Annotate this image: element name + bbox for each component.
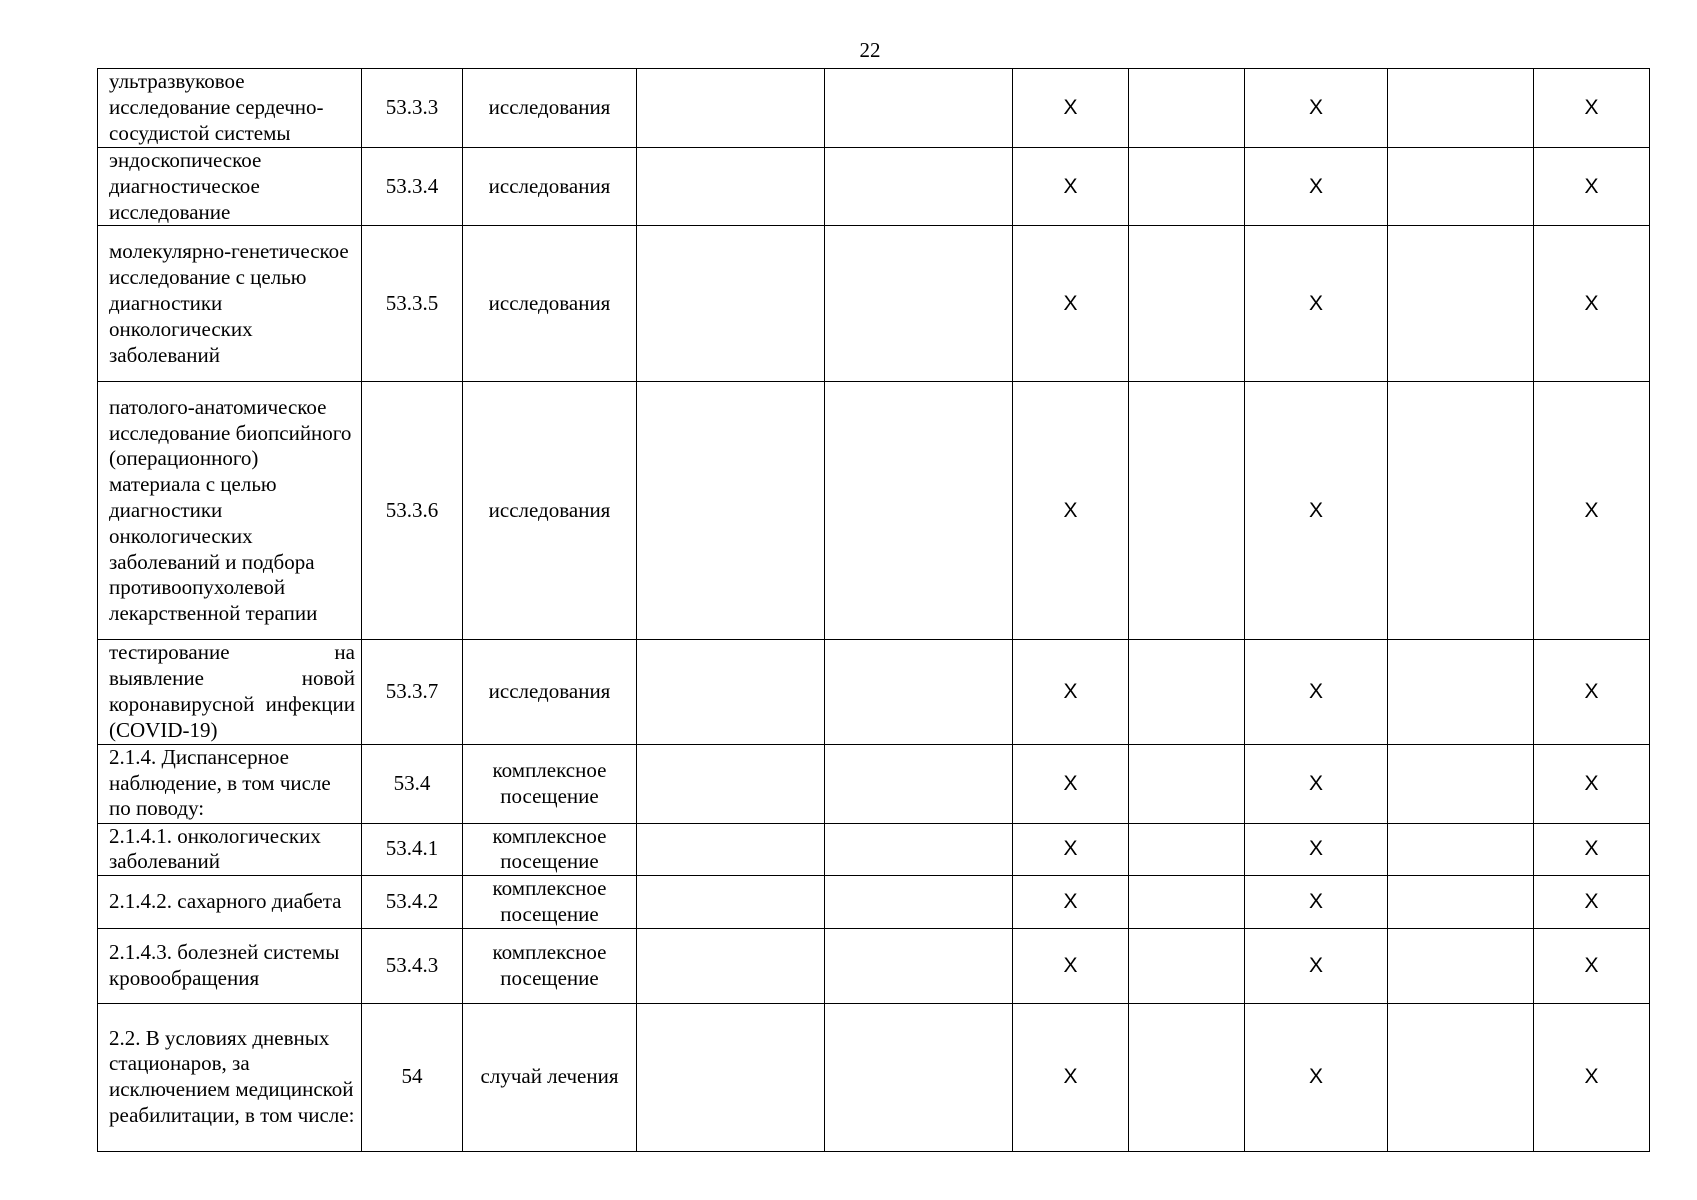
x-mark-cell: X — [1245, 823, 1388, 876]
x-mark-cell: X — [1534, 382, 1650, 640]
table-cell — [1129, 226, 1245, 382]
row-code: 53.3.7 — [362, 640, 463, 744]
x-mark-cell: X — [1013, 1003, 1129, 1151]
row-unit: комплексное посещение — [463, 876, 637, 929]
table-cell — [1388, 1003, 1534, 1151]
x-mark-cell: X — [1534, 928, 1650, 1003]
row-unit: исследования — [463, 69, 637, 148]
table-cell — [1388, 640, 1534, 744]
table-cell — [1129, 876, 1245, 929]
table-cell — [637, 69, 825, 148]
row-code: 53.3.4 — [362, 148, 463, 226]
table-cell — [825, 928, 1013, 1003]
x-mark-cell: X — [1245, 148, 1388, 226]
row-code: 53.4 — [362, 744, 463, 823]
row-name: 2.1.4.3. болезней системы кровообращения — [98, 928, 362, 1003]
x-mark-cell: X — [1534, 744, 1650, 823]
table-cell — [1388, 928, 1534, 1003]
table-row — [98, 640, 1650, 744]
table-cell — [825, 226, 1013, 382]
x-mark-cell: X — [1534, 69, 1650, 148]
table-cell — [1388, 823, 1534, 876]
table-cell — [637, 382, 825, 640]
table-cell — [637, 876, 825, 929]
report-table — [97, 68, 1650, 1152]
table-cell — [825, 382, 1013, 640]
table-cell — [1388, 226, 1534, 382]
table-cell — [825, 640, 1013, 744]
row-unit: исследования — [463, 148, 637, 226]
x-mark-cell: X — [1534, 148, 1650, 226]
x-mark-cell: X — [1013, 640, 1129, 744]
table-row — [98, 226, 1650, 382]
table-cell — [1388, 744, 1534, 823]
row-code: 53.3.6 — [362, 382, 463, 640]
x-mark-cell: X — [1245, 1003, 1388, 1151]
table-cell — [637, 148, 825, 226]
table-cell — [825, 148, 1013, 226]
row-unit: исследования — [463, 640, 637, 744]
table-cell — [637, 1003, 825, 1151]
x-mark-cell: X — [1013, 226, 1129, 382]
x-mark-cell: X — [1013, 382, 1129, 640]
row-name: 2.1.4.1. онкологических заболеваний — [98, 823, 362, 876]
row-name: тестирование на выявление новой коронавирусной инфекции (COVID-19) — [98, 640, 362, 744]
table-cell — [1388, 382, 1534, 640]
row-unit: комплексное посещение — [463, 744, 637, 823]
row-code: 54 — [362, 1003, 463, 1151]
x-mark-cell: X — [1245, 876, 1388, 929]
x-mark-cell: X — [1013, 744, 1129, 823]
table-cell — [1129, 640, 1245, 744]
x-mark-cell: X — [1013, 876, 1129, 929]
table-cell — [637, 226, 825, 382]
row-unit: комплексное посещение — [463, 823, 637, 876]
x-mark-cell: X — [1534, 823, 1650, 876]
row-name: молекулярно-генетическое исследование с целью диагностики онкологических заболеваний — [98, 226, 362, 382]
x-mark-cell: X — [1534, 1003, 1650, 1151]
row-name: ультразвуковое исследование сердечно-сосудистой системы — [98, 69, 362, 148]
x-mark-cell: X — [1013, 148, 1129, 226]
x-mark-cell: X — [1245, 69, 1388, 148]
table-row — [98, 928, 1650, 1003]
table-cell — [1388, 148, 1534, 226]
row-unit: исследования — [463, 226, 637, 382]
table-cell — [825, 1003, 1013, 1151]
table-row — [98, 148, 1650, 226]
row-name: 2.2. В условиях дневных стационаров, за исключением медицинской реабилитации, в том числе: — [98, 1003, 362, 1151]
row-name: 2.1.4.2. сахарного диабета — [98, 876, 362, 929]
table-cell — [1129, 382, 1245, 640]
x-mark-cell: X — [1013, 823, 1129, 876]
table-cell — [637, 823, 825, 876]
row-unit: комплексное посещение — [463, 928, 637, 1003]
x-mark-cell: X — [1013, 928, 1129, 1003]
table-cell — [1129, 1003, 1245, 1151]
row-code: 53.3.3 — [362, 69, 463, 148]
table-cell — [825, 69, 1013, 148]
table-row — [98, 69, 1650, 148]
table-cell — [1129, 69, 1245, 148]
x-mark-cell: X — [1534, 876, 1650, 929]
table-cell — [1388, 876, 1534, 929]
row-name: 2.1.4. Диспансерное наблюдение, в том числе по поводу: — [98, 744, 362, 823]
row-name: патолого-анатомическое исследование биопсийного (операционного) материала с целью диагностики онкологических заболеваний и подбора противоопухолевой лекарственной терапии — [98, 382, 362, 640]
row-code: 53.4.3 — [362, 928, 463, 1003]
x-mark-cell: X — [1245, 640, 1388, 744]
x-mark-cell: X — [1245, 928, 1388, 1003]
table-row — [98, 823, 1650, 876]
table-cell — [825, 876, 1013, 929]
table-cell — [1129, 744, 1245, 823]
table-cell — [825, 823, 1013, 876]
x-mark-cell: X — [1534, 226, 1650, 382]
table-cell — [1388, 69, 1534, 148]
row-code: 53.4.2 — [362, 876, 463, 929]
x-mark-cell: X — [1245, 226, 1388, 382]
table-row — [98, 744, 1650, 823]
table-row — [98, 1003, 1650, 1151]
row-unit: случай лечения — [463, 1003, 637, 1151]
table-cell — [637, 928, 825, 1003]
row-name: эндоскопическое диагностическое исследование — [98, 148, 362, 226]
row-unit: исследования — [463, 382, 637, 640]
table-row — [98, 382, 1650, 640]
row-code: 53.3.5 — [362, 226, 463, 382]
x-mark-cell: X — [1013, 69, 1129, 148]
x-mark-cell: X — [1245, 744, 1388, 823]
table-cell — [637, 744, 825, 823]
table-cell — [1129, 148, 1245, 226]
table-cell — [825, 744, 1013, 823]
table-row — [98, 876, 1650, 929]
table-cell — [1129, 928, 1245, 1003]
page-number: 22 — [859, 38, 881, 62]
x-mark-cell: X — [1245, 382, 1388, 640]
table-cell — [637, 640, 825, 744]
row-code: 53.4.1 — [362, 823, 463, 876]
table-cell — [1129, 823, 1245, 876]
x-mark-cell: X — [1534, 640, 1650, 744]
